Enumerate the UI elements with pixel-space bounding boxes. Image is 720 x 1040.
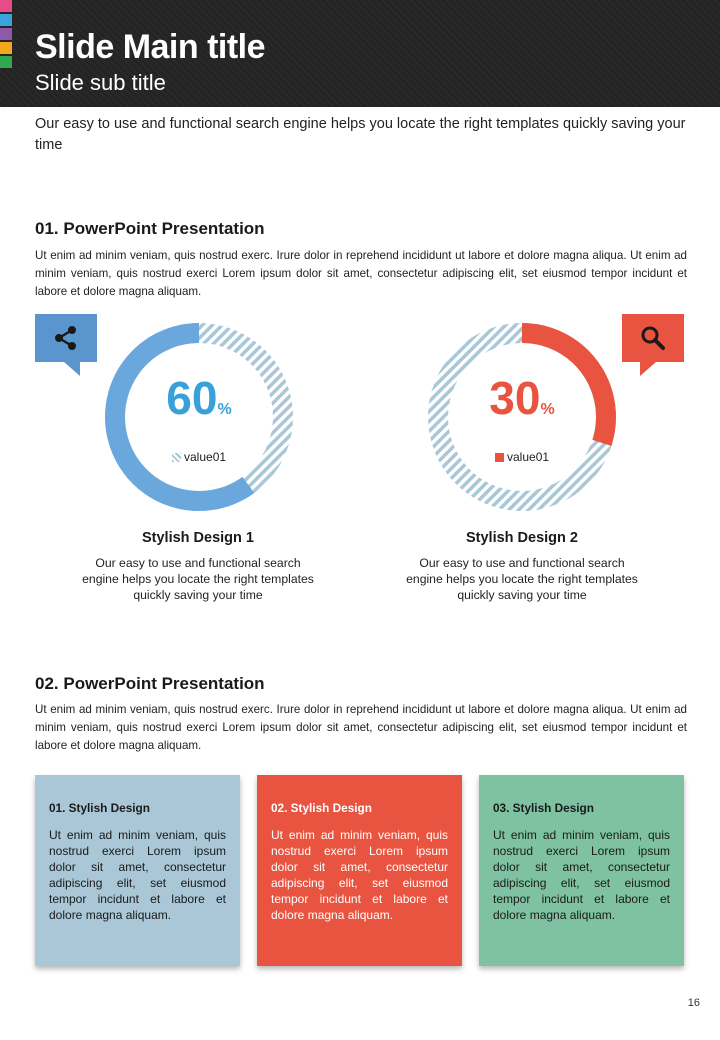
design1-title: Stylish Design 1 [141, 530, 254, 546]
donut1-percent [104, 371, 294, 425]
legend-swatch [495, 453, 504, 462]
donut2-legend-label: value01 [507, 450, 550, 464]
donut2-legend [495, 450, 549, 464]
donut1-percent-value: 60 [166, 372, 218, 424]
slide-main-title: Slide Main title [35, 28, 266, 66]
donut1-legend [172, 450, 226, 464]
legend-swatch [172, 453, 181, 462]
strip-swatch [0, 0, 12, 12]
card1-title: 01. Stylish Design [49, 801, 150, 815]
card3-body: Ut enim ad minim veniam, quis nostrud exerci Lorem ipsum dolor sit amet, consectetur adipiscing elit, set eiusmod tempor incidunt et labore et dolore magna aliquam. [493, 828, 670, 922]
section2-body: Ut enim ad minim veniam, quis nostrud exerc. Irure dolor in reprehend incididunt ut labore et dolore magna aliqua. Ut enim ad minim veniam, quis nostrud exerci Lorem ipsum dolor sit amet, consectetur adipiscing elit, set eiusmod tempor incidunt et labore et dolore magna aliquam. [35, 703, 687, 752]
donut1-percent-unit: % [217, 401, 232, 418]
slide-sub-title: Slide sub title [35, 70, 166, 95]
slide-header [0, 0, 720, 107]
design-card-1 [35, 775, 240, 966]
search-bubble [622, 314, 684, 362]
design1-description: Our easy to use and functional search engine helps you locate the right templates quickly saving your time [82, 556, 314, 602]
strip-swatch [0, 42, 12, 54]
section2-heading: 02. PowerPoint Presentation [35, 674, 265, 693]
section1-heading: 01. PowerPoint Presentation [35, 219, 265, 238]
share-icon [52, 324, 80, 352]
color-strip [0, 0, 12, 70]
search-icon [639, 324, 667, 352]
section1-body: Ut enim ad minim veniam, quis nostrud exerc. Irure dolor in reprehend incididunt ut labore et dolore magna aliqua. Ut enim ad minim veniam, quis nostrud exerci Lorem ipsum dolor sit amet, consectetur adipiscing elit, set eiusmod tempor incidunt et labore et dolore magna aliquam. [35, 249, 687, 298]
donut1-legend-label: value01 [184, 450, 227, 464]
design2-description: Our easy to use and functional search engine helps you locate the right templates quickly saving your time [406, 556, 638, 602]
card3-title: 03. Stylish Design [493, 801, 594, 815]
strip-swatch [0, 28, 12, 40]
card2-title: 02. Stylish Design [271, 801, 372, 815]
strip-swatch [0, 56, 12, 68]
intro-text: Our easy to use and functional search engine helps you locate the right templates quickly saving your time [35, 116, 686, 153]
donut2-percent [427, 371, 617, 425]
design-card-3 [479, 775, 684, 966]
card2-body: Ut enim ad minim veniam, quis nostrud exerci Lorem ipsum dolor sit amet, consectetur adipiscing elit, set eiusmod tempor incidunt et labore et dolore magna aliquam. [271, 828, 448, 922]
donut2-percent-value: 30 [489, 372, 541, 424]
design-card-2 [257, 775, 462, 966]
donut2-percent-unit: % [540, 401, 555, 418]
card1-body: Ut enim ad minim veniam, quis nostrud exerci Lorem ipsum dolor sit amet, consectetur adipiscing elit, set eiusmod tempor incidunt et labore et dolore magna aliquam. [49, 828, 226, 922]
design2-title: Stylish Design 2 [465, 530, 578, 546]
page-number: 16 [687, 997, 700, 1009]
share-bubble [35, 314, 97, 362]
strip-swatch [0, 14, 12, 26]
